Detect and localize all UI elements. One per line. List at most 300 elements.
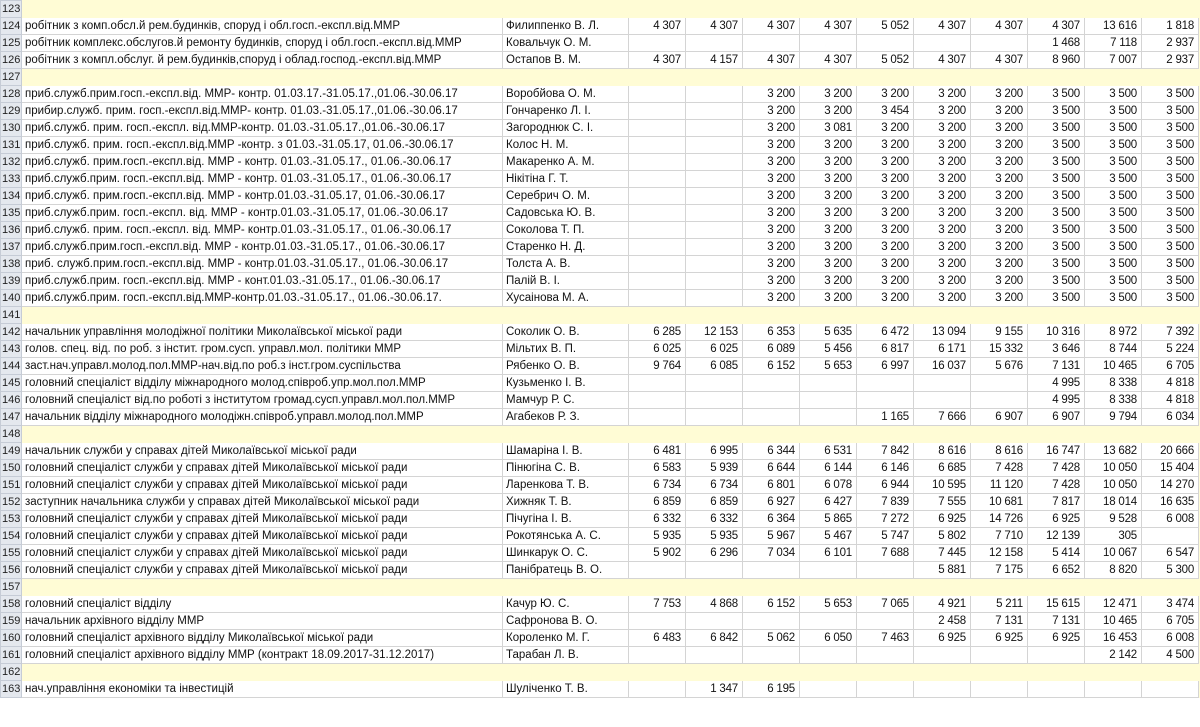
- value-cell[interactable]: 7 065: [857, 596, 914, 613]
- value-cell[interactable]: [629, 35, 686, 52]
- value-cell[interactable]: [686, 273, 743, 290]
- value-cell[interactable]: 5 211: [971, 596, 1028, 613]
- value-cell[interactable]: 2 937: [1142, 35, 1199, 52]
- value-cell[interactable]: 8 338: [1085, 392, 1142, 409]
- value-cell[interactable]: 7 753: [629, 596, 686, 613]
- value-cell[interactable]: 6 171: [914, 341, 971, 358]
- row-header[interactable]: 159: [1, 613, 22, 630]
- value-cell[interactable]: 3 500: [1028, 103, 1085, 120]
- value-cell[interactable]: 9 528: [1085, 511, 1142, 528]
- value-cell[interactable]: 3 200: [914, 120, 971, 137]
- value-cell[interactable]: 7 034: [743, 545, 800, 562]
- value-cell[interactable]: [629, 392, 686, 409]
- value-cell[interactable]: 3 500: [1085, 137, 1142, 154]
- value-cell[interactable]: 3 200: [971, 188, 1028, 205]
- value-cell[interactable]: 3 200: [743, 86, 800, 103]
- value-cell[interactable]: 5 456: [800, 341, 857, 358]
- blank-cell[interactable]: [22, 426, 1199, 443]
- row-header[interactable]: 161: [1, 647, 22, 664]
- employee-name-cell[interactable]: Загороднюк С. І.: [503, 120, 629, 137]
- row-header[interactable]: 123: [1, 1, 22, 18]
- value-cell[interactable]: 3 200: [857, 222, 914, 239]
- employee-name-cell[interactable]: Сафронова В. О.: [503, 613, 629, 630]
- value-cell[interactable]: 1 468: [1028, 35, 1085, 52]
- value-cell[interactable]: 12 471: [1085, 596, 1142, 613]
- row-header[interactable]: 148: [1, 426, 22, 443]
- position-cell[interactable]: приб.служб.прим. госп.-експл.від.ММР-контр.01.03.-31.05.17., 01.06.-30.06.17.: [22, 290, 503, 307]
- position-cell[interactable]: приб.служб. прим.госп.-експл.від. ММР - контр. 01.03.-31.05.17., 01.06.-30.06.17: [22, 154, 503, 171]
- value-cell[interactable]: 3 200: [914, 239, 971, 256]
- value-cell[interactable]: 3 200: [743, 171, 800, 188]
- row-header[interactable]: 162: [1, 664, 22, 681]
- value-cell[interactable]: 3 200: [857, 239, 914, 256]
- value-cell[interactable]: 3 500: [1142, 154, 1199, 171]
- value-cell[interactable]: 7 131: [1028, 358, 1085, 375]
- value-cell[interactable]: 6 101: [800, 545, 857, 562]
- value-cell[interactable]: 1 165: [857, 409, 914, 426]
- value-cell[interactable]: [800, 681, 857, 698]
- row-header[interactable]: 136: [1, 222, 22, 239]
- value-cell[interactable]: 8 616: [971, 443, 1028, 460]
- value-cell[interactable]: [971, 375, 1028, 392]
- blank-cell[interactable]: [22, 1, 1199, 18]
- value-cell[interactable]: 3 200: [743, 273, 800, 290]
- value-cell[interactable]: [686, 137, 743, 154]
- value-cell[interactable]: 3 454: [857, 103, 914, 120]
- value-cell[interactable]: [743, 375, 800, 392]
- position-cell[interactable]: начальник управління молодіжної політики Миколаївської міської ради: [22, 324, 503, 341]
- row-header[interactable]: 155: [1, 545, 22, 562]
- value-cell[interactable]: 6 344: [743, 443, 800, 460]
- value-cell[interactable]: 3 200: [914, 273, 971, 290]
- value-cell[interactable]: 4 307: [629, 52, 686, 69]
- value-cell[interactable]: 7 445: [914, 545, 971, 562]
- value-cell[interactable]: [686, 409, 743, 426]
- value-cell[interactable]: 1 347: [686, 681, 743, 698]
- employee-name-cell[interactable]: Гончаренко Л. І.: [503, 103, 629, 120]
- value-cell[interactable]: [686, 154, 743, 171]
- value-cell[interactable]: [629, 273, 686, 290]
- position-cell[interactable]: приб.служб.прим.госп.-експл.від. ММР- контр. 01.03.17.-31.05.17.,01.06.-30.06.17: [22, 86, 503, 103]
- value-cell[interactable]: 3 200: [971, 137, 1028, 154]
- value-cell[interactable]: 6 547: [1142, 545, 1199, 562]
- value-cell[interactable]: 3 200: [971, 256, 1028, 273]
- employee-name-cell[interactable]: Пічугіна І. В.: [503, 511, 629, 528]
- value-cell[interactable]: 3 500: [1028, 154, 1085, 171]
- value-cell[interactable]: 6 025: [686, 341, 743, 358]
- value-cell[interactable]: 4 818: [1142, 375, 1199, 392]
- value-cell[interactable]: 3 500: [1028, 86, 1085, 103]
- value-cell[interactable]: 3 200: [800, 171, 857, 188]
- position-cell[interactable]: головний спеціаліст служби у справах дітей Миколаївської міської ради: [22, 528, 503, 545]
- value-cell[interactable]: [629, 562, 686, 579]
- value-cell[interactable]: 3 200: [800, 239, 857, 256]
- employee-name-cell[interactable]: Панібратець В. О.: [503, 562, 629, 579]
- value-cell[interactable]: 6 483: [629, 630, 686, 647]
- value-cell[interactable]: 14 726: [971, 511, 1028, 528]
- blank-cell[interactable]: [22, 69, 1199, 86]
- value-cell[interactable]: [629, 290, 686, 307]
- value-cell[interactable]: 3 200: [857, 171, 914, 188]
- value-cell[interactable]: [743, 562, 800, 579]
- value-cell[interactable]: 3 200: [971, 154, 1028, 171]
- value-cell[interactable]: 8 820: [1085, 562, 1142, 579]
- value-cell[interactable]: [800, 613, 857, 630]
- value-cell[interactable]: 6 152: [743, 358, 800, 375]
- employee-name-cell[interactable]: Серебрич О. М.: [503, 188, 629, 205]
- value-cell[interactable]: 10 681: [971, 494, 1028, 511]
- value-cell[interactable]: 6 583: [629, 460, 686, 477]
- row-header[interactable]: 135: [1, 205, 22, 222]
- value-cell[interactable]: 6 078: [800, 477, 857, 494]
- value-cell[interactable]: 20 666: [1142, 443, 1199, 460]
- value-cell[interactable]: 5 967: [743, 528, 800, 545]
- value-cell[interactable]: 4 818: [1142, 392, 1199, 409]
- value-cell[interactable]: 5 935: [686, 528, 743, 545]
- value-cell[interactable]: 3 200: [914, 103, 971, 120]
- employee-name-cell[interactable]: Шинкарук О. С.: [503, 545, 629, 562]
- value-cell[interactable]: 3 500: [1085, 239, 1142, 256]
- position-cell[interactable]: робітник з комп.обсл.й рем.будинків, споруд і обл.госп.-експл.від.ММР: [22, 18, 503, 35]
- value-cell[interactable]: 4 995: [1028, 392, 1085, 409]
- value-cell[interactable]: 3 200: [800, 86, 857, 103]
- value-cell[interactable]: 4 307: [971, 52, 1028, 69]
- value-cell[interactable]: 5 881: [914, 562, 971, 579]
- position-cell[interactable]: приб.служб.прим. госп.-експл.від. ММР - контр. 01.03.-31.05.17., 01.06.-30.06.17: [22, 171, 503, 188]
- row-header[interactable]: 153: [1, 511, 22, 528]
- value-cell[interactable]: 3 200: [971, 239, 1028, 256]
- value-cell[interactable]: 8 744: [1085, 341, 1142, 358]
- value-cell[interactable]: [800, 375, 857, 392]
- value-cell[interactable]: 3 200: [971, 120, 1028, 137]
- value-cell[interactable]: [800, 392, 857, 409]
- value-cell[interactable]: 6 734: [686, 477, 743, 494]
- value-cell[interactable]: 7 131: [971, 613, 1028, 630]
- value-cell[interactable]: 4 307: [800, 18, 857, 35]
- employee-name-cell[interactable]: Агабеков Р. З.: [503, 409, 629, 426]
- value-cell[interactable]: 3 200: [800, 154, 857, 171]
- value-cell[interactable]: 6 842: [686, 630, 743, 647]
- value-cell[interactable]: 3 200: [800, 205, 857, 222]
- value-cell[interactable]: [743, 392, 800, 409]
- value-cell[interactable]: 3 200: [857, 290, 914, 307]
- value-cell[interactable]: [629, 205, 686, 222]
- value-cell[interactable]: 3 500: [1085, 290, 1142, 307]
- value-cell[interactable]: [629, 681, 686, 698]
- value-cell[interactable]: 3 200: [971, 171, 1028, 188]
- value-cell[interactable]: 3 200: [743, 154, 800, 171]
- employee-name-cell[interactable]: Воробйова О. М.: [503, 86, 629, 103]
- value-cell[interactable]: 9 794: [1085, 409, 1142, 426]
- value-cell[interactable]: 2 458: [914, 613, 971, 630]
- value-cell[interactable]: 3 200: [914, 86, 971, 103]
- value-cell[interactable]: 3 500: [1142, 290, 1199, 307]
- position-cell[interactable]: приб.служб. прим. госп.-експл.від.ММР -контр. з 01.03.-31.05.17, 01.06.-30.06.17: [22, 137, 503, 154]
- value-cell[interactable]: [686, 256, 743, 273]
- value-cell[interactable]: 8 338: [1085, 375, 1142, 392]
- value-cell[interactable]: 4 307: [743, 52, 800, 69]
- value-cell[interactable]: 6 472: [857, 324, 914, 341]
- value-cell[interactable]: 7 428: [971, 460, 1028, 477]
- value-cell[interactable]: 4 307: [743, 18, 800, 35]
- row-header[interactable]: 130: [1, 120, 22, 137]
- value-cell[interactable]: 3 500: [1142, 256, 1199, 273]
- position-cell[interactable]: головний спеціаліст відділу: [22, 596, 503, 613]
- value-cell[interactable]: 3 200: [914, 171, 971, 188]
- value-cell[interactable]: [629, 120, 686, 137]
- row-header[interactable]: 132: [1, 154, 22, 171]
- value-cell[interactable]: [629, 171, 686, 188]
- value-cell[interactable]: [629, 188, 686, 205]
- value-cell[interactable]: 5 300: [1142, 562, 1199, 579]
- value-cell[interactable]: 9 155: [971, 324, 1028, 341]
- value-cell[interactable]: 3 500: [1142, 205, 1199, 222]
- value-cell[interactable]: 6 481: [629, 443, 686, 460]
- employee-name-cell[interactable]: Ковальчук О. М.: [503, 35, 629, 52]
- position-cell[interactable]: робітник комплекс.обслугов.й ремонту будинків, споруд і обл.госп.-експл.від.ММР: [22, 35, 503, 52]
- row-header[interactable]: 151: [1, 477, 22, 494]
- value-cell[interactable]: 8 960: [1028, 52, 1085, 69]
- value-cell[interactable]: 10 050: [1085, 477, 1142, 494]
- position-cell[interactable]: начальник служби у справах дітей Миколаївської міської ради: [22, 443, 503, 460]
- value-cell[interactable]: 6 144: [800, 460, 857, 477]
- value-cell[interactable]: 7 666: [914, 409, 971, 426]
- value-cell[interactable]: 4 500: [1142, 647, 1199, 664]
- row-header[interactable]: 137: [1, 239, 22, 256]
- blank-cell[interactable]: [22, 307, 1199, 324]
- employee-name-cell[interactable]: Хижняк Т. В.: [503, 494, 629, 511]
- value-cell[interactable]: 11 120: [971, 477, 1028, 494]
- value-cell[interactable]: [743, 409, 800, 426]
- value-cell[interactable]: 3 500: [1142, 103, 1199, 120]
- value-cell[interactable]: 3 500: [1142, 188, 1199, 205]
- value-cell[interactable]: 12 158: [971, 545, 1028, 562]
- value-cell[interactable]: 12 153: [686, 324, 743, 341]
- value-cell[interactable]: 5 902: [629, 545, 686, 562]
- value-cell[interactable]: 3 200: [800, 256, 857, 273]
- value-cell[interactable]: 3 500: [1028, 137, 1085, 154]
- row-header[interactable]: 156: [1, 562, 22, 579]
- value-cell[interactable]: 3 200: [914, 137, 971, 154]
- row-header[interactable]: 139: [1, 273, 22, 290]
- position-cell[interactable]: приб.служб.прим. госп.-експл.від. ММР - конт.01.03.-31.05.17., 01.06.-30.06.17: [22, 273, 503, 290]
- value-cell[interactable]: 6 705: [1142, 613, 1199, 630]
- value-cell[interactable]: 3 500: [1028, 222, 1085, 239]
- value-cell[interactable]: 15 332: [971, 341, 1028, 358]
- employee-name-cell[interactable]: Мамчур Р. С.: [503, 392, 629, 409]
- value-cell[interactable]: 6 801: [743, 477, 800, 494]
- value-cell[interactable]: 5 653: [800, 596, 857, 613]
- value-cell[interactable]: 3 200: [914, 188, 971, 205]
- value-cell[interactable]: 3 500: [1028, 239, 1085, 256]
- value-cell[interactable]: [629, 409, 686, 426]
- position-cell[interactable]: начальник архівного відділу ММР: [22, 613, 503, 630]
- value-cell[interactable]: [971, 681, 1028, 698]
- value-cell[interactable]: 16 747: [1028, 443, 1085, 460]
- position-cell[interactable]: приб.служб.прим. госп.-експл. від. ММР - контр.01.03.-31.05.17, 01.06.-30.06.17: [22, 205, 503, 222]
- employee-name-cell[interactable]: Филиппенко В. Л.: [503, 18, 629, 35]
- position-cell[interactable]: приб.служб. прим. госп.-експл. від. ММР- контр.01.03.-31.05.17., 01.06.-30.06.17: [22, 222, 503, 239]
- value-cell[interactable]: 3 500: [1142, 120, 1199, 137]
- row-header[interactable]: 145: [1, 375, 22, 392]
- value-cell[interactable]: 6 997: [857, 358, 914, 375]
- value-cell[interactable]: 3 200: [743, 103, 800, 120]
- value-cell[interactable]: 6 296: [686, 545, 743, 562]
- value-cell[interactable]: 6 364: [743, 511, 800, 528]
- value-cell[interactable]: 6 925: [914, 630, 971, 647]
- value-cell[interactable]: 7 710: [971, 528, 1028, 545]
- value-cell[interactable]: 8 972: [1085, 324, 1142, 341]
- value-cell[interactable]: [914, 392, 971, 409]
- value-cell[interactable]: 10 595: [914, 477, 971, 494]
- employee-name-cell[interactable]: Остапов В. М.: [503, 52, 629, 69]
- value-cell[interactable]: 10 050: [1085, 460, 1142, 477]
- value-cell[interactable]: [686, 188, 743, 205]
- value-cell[interactable]: 6 025: [629, 341, 686, 358]
- value-cell[interactable]: 13 094: [914, 324, 971, 341]
- value-cell[interactable]: 3 200: [743, 239, 800, 256]
- value-cell[interactable]: [629, 154, 686, 171]
- position-cell[interactable]: голов. спец. від. по роб. з інстит. гром.сусп. управл.мол. політики ММР: [22, 341, 503, 358]
- position-cell[interactable]: приб.служб. прим. госп.-експл. від.ММР-контр. 01.03.-31.05.17.,01.06.-30.06.17: [22, 120, 503, 137]
- value-cell[interactable]: [629, 137, 686, 154]
- value-cell[interactable]: 3 200: [971, 205, 1028, 222]
- value-cell[interactable]: 3 646: [1028, 341, 1085, 358]
- row-header[interactable]: 144: [1, 358, 22, 375]
- value-cell[interactable]: 6 332: [686, 511, 743, 528]
- value-cell[interactable]: 13 682: [1085, 443, 1142, 460]
- value-cell[interactable]: [857, 35, 914, 52]
- value-cell[interactable]: 3 500: [1028, 273, 1085, 290]
- value-cell[interactable]: 3 200: [971, 86, 1028, 103]
- row-header[interactable]: 134: [1, 188, 22, 205]
- row-header[interactable]: 150: [1, 460, 22, 477]
- value-cell[interactable]: 5 747: [857, 528, 914, 545]
- value-cell[interactable]: 7 175: [971, 562, 1028, 579]
- value-cell[interactable]: 6 925: [1028, 511, 1085, 528]
- employee-name-cell[interactable]: Толста А. В.: [503, 256, 629, 273]
- value-cell[interactable]: 10 465: [1085, 358, 1142, 375]
- value-cell[interactable]: [914, 35, 971, 52]
- value-cell[interactable]: 3 200: [971, 222, 1028, 239]
- value-cell[interactable]: [800, 562, 857, 579]
- employee-name-cell[interactable]: Хусаінова М. А.: [503, 290, 629, 307]
- value-cell[interactable]: 3 500: [1028, 205, 1085, 222]
- value-cell[interactable]: 12 139: [1028, 528, 1085, 545]
- value-cell[interactable]: 3 200: [800, 137, 857, 154]
- value-cell[interactable]: 7 007: [1085, 52, 1142, 69]
- value-cell[interactable]: 3 200: [743, 290, 800, 307]
- position-cell[interactable]: заступник начальника служби у справах дітей Миколаївської міської ради: [22, 494, 503, 511]
- employee-name-cell[interactable]: Мільтих В. П.: [503, 341, 629, 358]
- employee-name-cell[interactable]: Соколова Т. П.: [503, 222, 629, 239]
- employee-name-cell[interactable]: Палій В. І.: [503, 273, 629, 290]
- value-cell[interactable]: 4 307: [629, 18, 686, 35]
- value-cell[interactable]: 6 925: [971, 630, 1028, 647]
- row-header[interactable]: 127: [1, 69, 22, 86]
- row-header[interactable]: 142: [1, 324, 22, 341]
- row-header[interactable]: 157: [1, 579, 22, 596]
- value-cell[interactable]: 6 008: [1142, 630, 1199, 647]
- row-header[interactable]: 146: [1, 392, 22, 409]
- position-cell[interactable]: начальник відділу міжнародного молодіжн.співроб.управл.молод.пол.ММР: [22, 409, 503, 426]
- value-cell[interactable]: 6 927: [743, 494, 800, 511]
- employee-name-cell[interactable]: Колос Н. М.: [503, 137, 629, 154]
- value-cell[interactable]: [971, 392, 1028, 409]
- value-cell[interactable]: [800, 409, 857, 426]
- value-cell[interactable]: 10 067: [1085, 545, 1142, 562]
- value-cell[interactable]: 3 200: [971, 273, 1028, 290]
- value-cell[interactable]: [857, 613, 914, 630]
- employee-name-cell[interactable]: Рокотянська А. С.: [503, 528, 629, 545]
- value-cell[interactable]: [857, 562, 914, 579]
- value-cell[interactable]: 7 392: [1142, 324, 1199, 341]
- value-cell[interactable]: [743, 647, 800, 664]
- value-cell[interactable]: 3 200: [857, 154, 914, 171]
- employee-name-cell[interactable]: Короленко М. Г.: [503, 630, 629, 647]
- value-cell[interactable]: 6 944: [857, 477, 914, 494]
- employee-name-cell[interactable]: Нікітіна Г. Т.: [503, 171, 629, 188]
- value-cell[interactable]: 7 688: [857, 545, 914, 562]
- value-cell[interactable]: 10 465: [1085, 613, 1142, 630]
- value-cell[interactable]: 3 200: [743, 205, 800, 222]
- value-cell[interactable]: [686, 392, 743, 409]
- value-cell[interactable]: [686, 375, 743, 392]
- value-cell[interactable]: 3 200: [743, 222, 800, 239]
- value-cell[interactable]: 6 034: [1142, 409, 1199, 426]
- value-cell[interactable]: 6 008: [1142, 511, 1199, 528]
- value-cell[interactable]: 3 500: [1142, 137, 1199, 154]
- value-cell[interactable]: 4 307: [971, 18, 1028, 35]
- value-cell[interactable]: [686, 205, 743, 222]
- position-cell[interactable]: головний спеціаліст відділу міжнародного молод.співроб.упр.мол.пол.ММР: [22, 375, 503, 392]
- position-cell[interactable]: головний спеціаліст служби у справах дітей Миколаївської міської ради: [22, 511, 503, 528]
- value-cell[interactable]: 6 925: [914, 511, 971, 528]
- value-cell[interactable]: 3 200: [800, 290, 857, 307]
- position-cell[interactable]: заст.нач.управл.молод.пол.ММР-нач.від.по роб.з інст.гром.суспільства: [22, 358, 503, 375]
- value-cell[interactable]: 3 500: [1085, 86, 1142, 103]
- value-cell[interactable]: 3 200: [857, 120, 914, 137]
- value-cell[interactable]: 6 152: [743, 596, 800, 613]
- value-cell[interactable]: [857, 392, 914, 409]
- blank-cell[interactable]: [22, 579, 1199, 596]
- value-cell[interactable]: 3 200: [857, 273, 914, 290]
- employee-name-cell[interactable]: Старенко Н. Д.: [503, 239, 629, 256]
- value-cell[interactable]: [686, 120, 743, 137]
- value-cell[interactable]: 5 052: [857, 18, 914, 35]
- value-cell[interactable]: [800, 647, 857, 664]
- value-cell[interactable]: [686, 35, 743, 52]
- value-cell[interactable]: 3 200: [857, 137, 914, 154]
- value-cell[interactable]: 14 270: [1142, 477, 1199, 494]
- value-cell[interactable]: 10 316: [1028, 324, 1085, 341]
- value-cell[interactable]: 3 200: [914, 205, 971, 222]
- value-cell[interactable]: 4 307: [914, 52, 971, 69]
- value-cell[interactable]: 6 085: [686, 358, 743, 375]
- value-cell[interactable]: 5 865: [800, 511, 857, 528]
- value-cell[interactable]: [686, 222, 743, 239]
- value-cell[interactable]: 4 307: [686, 18, 743, 35]
- value-cell[interactable]: 4 307: [1028, 18, 1085, 35]
- value-cell[interactable]: 3 500: [1028, 171, 1085, 188]
- value-cell[interactable]: 6 332: [629, 511, 686, 528]
- value-cell[interactable]: 6 146: [857, 460, 914, 477]
- value-cell[interactable]: 5 467: [800, 528, 857, 545]
- value-cell[interactable]: [686, 613, 743, 630]
- value-cell[interactable]: 3 500: [1085, 222, 1142, 239]
- value-cell[interactable]: 3 200: [800, 188, 857, 205]
- position-cell[interactable]: головний спеціаліст служби у справах дітей Миколаївської міської ради: [22, 545, 503, 562]
